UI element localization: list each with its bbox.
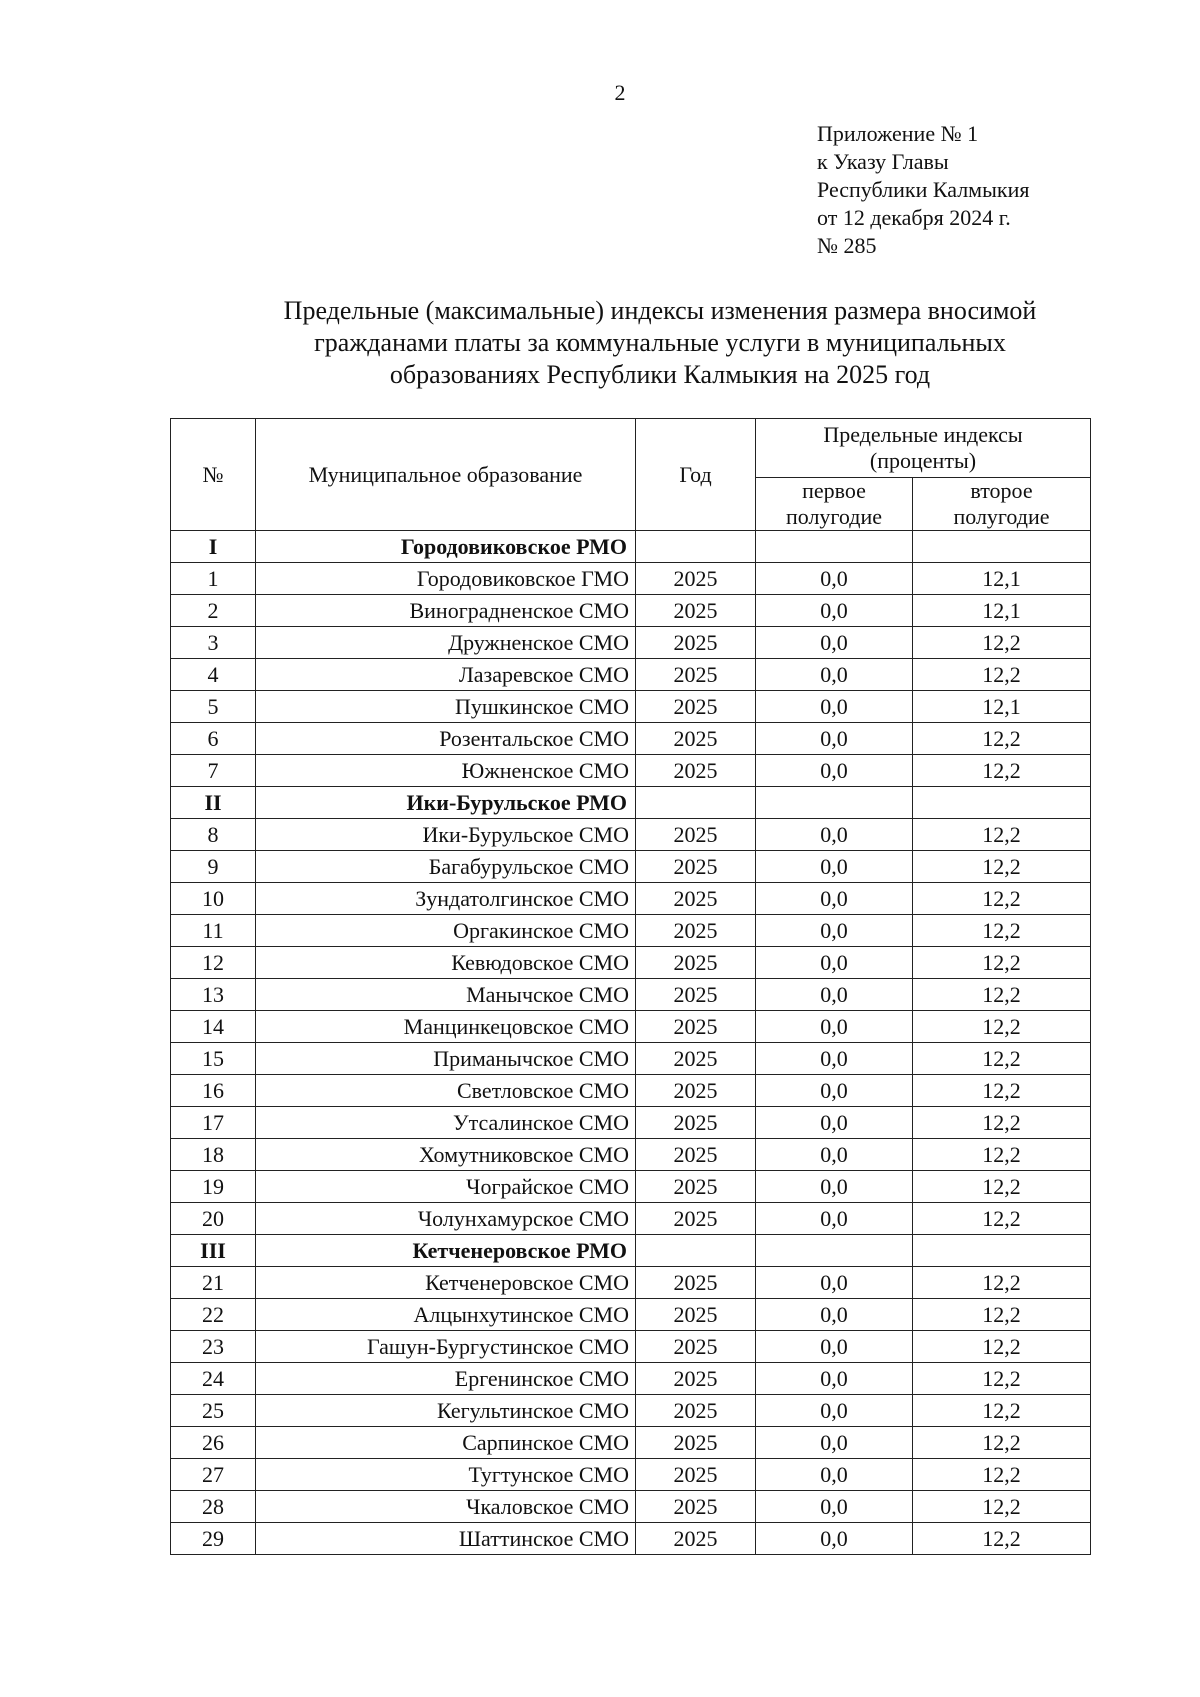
second-half-index: 12,2: [913, 1523, 1091, 1555]
municipality-name: Чкаловское СМО: [256, 1491, 636, 1523]
municipality-name: Кегультинское СМО: [256, 1395, 636, 1427]
row-year: 2025: [636, 755, 756, 787]
row-year: 2025: [636, 947, 756, 979]
row-number: 26: [171, 1427, 256, 1459]
municipality-name: Утсалинское СМО: [256, 1107, 636, 1139]
first-half-index: 0,0: [756, 883, 913, 915]
first-half-index: 0,0: [756, 595, 913, 627]
second-half-index: 12,2: [913, 1363, 1091, 1395]
appendix-line: № 285: [817, 233, 877, 258]
first-half-index: 0,0: [756, 851, 913, 883]
group-number: II: [171, 787, 256, 819]
table-row: [171, 723, 1091, 755]
municipality-name: Ергенинское СМО: [256, 1363, 636, 1395]
first-half-index: 0,0: [756, 1299, 913, 1331]
table-row: [171, 915, 1091, 947]
row-year: 2025: [636, 979, 756, 1011]
title-line: образованиях Республики Калмыкия на 2025 год: [389, 360, 931, 389]
municipality-name: Кетченеровское СМО: [256, 1267, 636, 1299]
municipality-name: Хомутниковское СМО: [256, 1139, 636, 1171]
table-row: [171, 691, 1091, 723]
table-row: [171, 1075, 1091, 1107]
municipality-name: Дружненское СМО: [256, 627, 636, 659]
first-half-index: 0,0: [756, 691, 913, 723]
document-title: [160, 295, 1160, 391]
first-half-index: 0,0: [756, 1363, 913, 1395]
table-row: [171, 1395, 1091, 1427]
first-half-index: 0,0: [756, 659, 913, 691]
appendix-line: от 12 декабря 2024 г.: [817, 205, 1011, 230]
row-year: 2025: [636, 1459, 756, 1491]
header-first-half: [756, 478, 913, 531]
row-year: 2025: [636, 1395, 756, 1427]
first-half-index: 0,0: [756, 1011, 913, 1043]
row-year: 2025: [636, 1139, 756, 1171]
title-line: Предельные (максимальные) индексы изменения размера вносимой: [283, 296, 1037, 325]
municipality-name: Ики-Бурульское СМО: [256, 819, 636, 851]
row-year: 2025: [636, 1267, 756, 1299]
table-row: [171, 1363, 1091, 1395]
row-year: 2025: [636, 627, 756, 659]
municipality-name: Гашун-Бургустинское СМО: [256, 1331, 636, 1363]
table-row: [171, 595, 1091, 627]
first-half-index: 0,0: [756, 1427, 913, 1459]
group-name: Городовиковское РМО: [256, 531, 636, 563]
first-half-index: 0,0: [756, 1043, 913, 1075]
header-municipality: Муниципальное образование: [256, 419, 636, 531]
second-half-index: 12,2: [913, 1459, 1091, 1491]
row-number: 17: [171, 1107, 256, 1139]
first-half-index: 0,0: [756, 1171, 913, 1203]
row-year: 2025: [636, 1075, 756, 1107]
row-number: 7: [171, 755, 256, 787]
group-name: Кетченеровское РМО: [256, 1235, 636, 1267]
empty-cell: [636, 531, 756, 563]
table-row: [171, 659, 1091, 691]
municipality-name: Манцинкецовское СМО: [256, 1011, 636, 1043]
municipality-name: Виноградненское СМО: [256, 595, 636, 627]
table-row: [171, 1299, 1091, 1331]
municipality-name: Чограйское СМО: [256, 1171, 636, 1203]
second-half-index: 12,2: [913, 1139, 1091, 1171]
row-number: 11: [171, 915, 256, 947]
header-indices-line: (проценты): [869, 448, 977, 473]
empty-cell: [913, 1235, 1091, 1267]
row-year: 2025: [636, 659, 756, 691]
table-row: [171, 1427, 1091, 1459]
empty-cell: [636, 787, 756, 819]
second-half-index: 12,2: [913, 1395, 1091, 1427]
table-row: [171, 1011, 1091, 1043]
first-half-index: 0,0: [756, 1075, 913, 1107]
first-half-index: 0,0: [756, 1331, 913, 1363]
first-half-index: 0,0: [756, 1491, 913, 1523]
row-year: 2025: [636, 819, 756, 851]
row-number: 15: [171, 1043, 256, 1075]
municipality-name: Городовиковское ГМО: [256, 563, 636, 595]
table-row: [171, 979, 1091, 1011]
second-half-index: 12,1: [913, 595, 1091, 627]
first-half-index: 0,0: [756, 979, 913, 1011]
header-first-half-line: первое: [802, 478, 866, 503]
row-number: 23: [171, 1331, 256, 1363]
header-num: №: [171, 419, 256, 531]
header-year: Год: [636, 419, 756, 531]
empty-cell: [756, 1235, 913, 1267]
row-year: 2025: [636, 1363, 756, 1395]
first-half-index: 0,0: [756, 947, 913, 979]
municipality-name: Манычское СМО: [256, 979, 636, 1011]
row-number: 18: [171, 1139, 256, 1171]
row-year: 2025: [636, 883, 756, 915]
municipality-name: Розентальское СМО: [256, 723, 636, 755]
appendix-line: к Указу Главы: [817, 149, 949, 174]
row-number: 28: [171, 1491, 256, 1523]
second-half-index: 12,1: [913, 691, 1091, 723]
municipality-name: Пушкинское СМО: [256, 691, 636, 723]
empty-cell: [636, 1235, 756, 1267]
row-number: 8: [171, 819, 256, 851]
group-number: I: [171, 531, 256, 563]
second-half-index: 12,2: [913, 851, 1091, 883]
group-name: Ики-Бурульское РМО: [256, 787, 636, 819]
row-number: 2: [171, 595, 256, 627]
row-year: 2025: [636, 595, 756, 627]
appendix-line: Приложение № 1: [817, 121, 979, 146]
row-year: 2025: [636, 563, 756, 595]
first-half-index: 0,0: [756, 755, 913, 787]
header-second-half-line: полугодие: [953, 504, 1050, 529]
row-year: 2025: [636, 1171, 756, 1203]
row-number: 24: [171, 1363, 256, 1395]
row-number: 13: [171, 979, 256, 1011]
row-number: 29: [171, 1523, 256, 1555]
row-year: 2025: [636, 915, 756, 947]
first-half-index: 0,0: [756, 1459, 913, 1491]
table-row: [171, 1043, 1091, 1075]
second-half-index: 12,2: [913, 1171, 1091, 1203]
municipality-name: Светловское СМО: [256, 1075, 636, 1107]
row-number: 21: [171, 1267, 256, 1299]
header-second-half: [913, 478, 1091, 531]
first-half-index: 0,0: [756, 1395, 913, 1427]
row-number: 22: [171, 1299, 256, 1331]
first-half-index: 0,0: [756, 1107, 913, 1139]
municipality-name: Приманычское СМО: [256, 1043, 636, 1075]
second-half-index: 12,2: [913, 979, 1091, 1011]
row-year: 2025: [636, 1043, 756, 1075]
row-year: 2025: [636, 1107, 756, 1139]
table-group-row: [171, 1235, 1091, 1267]
table-body: [171, 531, 1091, 1555]
second-half-index: 12,2: [913, 1427, 1091, 1459]
second-half-index: 12,2: [913, 883, 1091, 915]
table-row: [171, 851, 1091, 883]
indices-table: [170, 418, 1091, 1555]
title-line: гражданами платы за коммунальные услуги в муниципальных: [314, 328, 1006, 357]
second-half-index: 12,2: [913, 1203, 1091, 1235]
first-half-index: 0,0: [756, 723, 913, 755]
second-half-index: 12,2: [913, 659, 1091, 691]
municipality-name: Сарпинское СМО: [256, 1427, 636, 1459]
table-row: [171, 819, 1091, 851]
table-row: [171, 947, 1091, 979]
first-half-index: 0,0: [756, 1267, 913, 1299]
second-half-index: 12,2: [913, 1043, 1091, 1075]
second-half-index: 12,2: [913, 915, 1091, 947]
row-number: 10: [171, 883, 256, 915]
empty-cell: [756, 531, 913, 563]
municipality-name: Южненское СМО: [256, 755, 636, 787]
first-half-index: 0,0: [756, 563, 913, 595]
row-year: 2025: [636, 1427, 756, 1459]
row-number: 9: [171, 851, 256, 883]
appendix-reference: [817, 120, 1029, 260]
row-year: 2025: [636, 851, 756, 883]
second-half-index: 12,2: [913, 1299, 1091, 1331]
row-year: 2025: [636, 1203, 756, 1235]
municipality-name: Шаттинское СМО: [256, 1523, 636, 1555]
row-number: 1: [171, 563, 256, 595]
second-half-index: 12,2: [913, 1267, 1091, 1299]
municipality-name: Алцынхутинское СМО: [256, 1299, 636, 1331]
row-year: 2025: [636, 1523, 756, 1555]
table-row: [171, 1139, 1091, 1171]
second-half-index: 12,2: [913, 627, 1091, 659]
header-indices-line: Предельные индексы: [823, 422, 1023, 447]
second-half-index: 12,2: [913, 1331, 1091, 1363]
municipality-name: Лазаревское СМО: [256, 659, 636, 691]
second-half-index: 12,2: [913, 819, 1091, 851]
table-row: [171, 1107, 1091, 1139]
table-row: [171, 1331, 1091, 1363]
table-row: [171, 627, 1091, 659]
second-half-index: 12,1: [913, 563, 1091, 595]
row-number: 5: [171, 691, 256, 723]
table-group-row: [171, 531, 1091, 563]
first-half-index: 0,0: [756, 1139, 913, 1171]
table-row: [171, 1267, 1091, 1299]
row-year: 2025: [636, 723, 756, 755]
empty-cell: [913, 531, 1091, 563]
table-row: [171, 1203, 1091, 1235]
first-half-index: 0,0: [756, 627, 913, 659]
row-number: 16: [171, 1075, 256, 1107]
header-indices: [756, 419, 1091, 478]
empty-cell: [913, 787, 1091, 819]
row-year: 2025: [636, 1491, 756, 1523]
municipality-name: Зундатолгинское СМО: [256, 883, 636, 915]
municipality-name: Оргакинское СМО: [256, 915, 636, 947]
first-half-index: 0,0: [756, 915, 913, 947]
row-year: 2025: [636, 1011, 756, 1043]
table-row: [171, 1491, 1091, 1523]
appendix-line: Республики Калмыкия: [817, 177, 1030, 202]
row-year: 2025: [636, 1299, 756, 1331]
row-number: 27: [171, 1459, 256, 1491]
row-number: 4: [171, 659, 256, 691]
table-row: [171, 563, 1091, 595]
row-number: 20: [171, 1203, 256, 1235]
row-number: 12: [171, 947, 256, 979]
table-row: [171, 1523, 1091, 1555]
second-half-index: 12,2: [913, 1075, 1091, 1107]
table-row: [171, 755, 1091, 787]
first-half-index: 0,0: [756, 1203, 913, 1235]
first-half-index: 0,0: [756, 1523, 913, 1555]
first-half-index: 0,0: [756, 819, 913, 851]
empty-cell: [756, 787, 913, 819]
row-number: 3: [171, 627, 256, 659]
second-half-index: 12,2: [913, 947, 1091, 979]
municipality-name: Тугтунское СМО: [256, 1459, 636, 1491]
second-half-index: 12,2: [913, 1491, 1091, 1523]
second-half-index: 12,2: [913, 723, 1091, 755]
table-row: [171, 883, 1091, 915]
row-number: 14: [171, 1011, 256, 1043]
table-row: [171, 1171, 1091, 1203]
municipality-name: Чолунхамурское СМО: [256, 1203, 636, 1235]
row-year: 2025: [636, 691, 756, 723]
table-group-row: [171, 787, 1091, 819]
second-half-index: 12,2: [913, 1011, 1091, 1043]
header-second-half-line: второе: [970, 478, 1033, 503]
group-number: III: [171, 1235, 256, 1267]
second-half-index: 12,2: [913, 1107, 1091, 1139]
second-half-index: 12,2: [913, 755, 1091, 787]
table-row: [171, 1459, 1091, 1491]
row-number: 25: [171, 1395, 256, 1427]
page-number: 2: [614, 80, 626, 105]
row-number: 6: [171, 723, 256, 755]
row-number: 19: [171, 1171, 256, 1203]
municipality-name: Кевюдовское СМО: [256, 947, 636, 979]
municipality-name: Багабурульское СМО: [256, 851, 636, 883]
row-year: 2025: [636, 1331, 756, 1363]
header-first-half-line: полугодие: [785, 504, 883, 529]
